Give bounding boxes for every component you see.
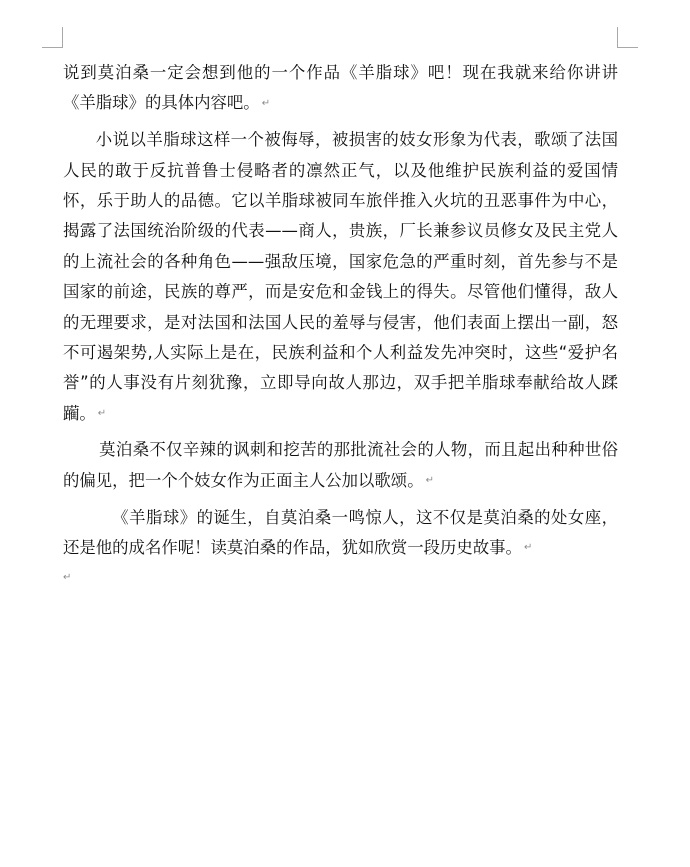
paragraph-4 <box>63 503 618 564</box>
top-left-margin-guide <box>42 27 63 48</box>
paragraph-4-text: 《羊脂球》的诞生，自莫泊桑一鸣惊人，这不仅是莫泊桑的处女座，还是他的成名作呢！读莫泊桑的作品，犹如欣赏一段历史故事。 <box>63 507 618 557</box>
paragraph-3-text: 莫泊桑不仅辛辣的讽刺和挖苦的那批流社会的人物，而且起出种种世俗的偏见，把一个个妓女作为正面主人公加以歌颂。 <box>63 440 618 490</box>
paragraph-mark-icon: ↵ <box>97 408 107 420</box>
paragraph-mark-icon: ↵ <box>425 475 434 487</box>
paragraph-mark-icon: ↵ <box>523 542 533 554</box>
document-body[interactable] <box>63 58 618 590</box>
paragraph-1-text: 说到莫泊桑一定会想到他的一个作品《羊脂球》吧！现在我就来给你讲讲《羊脂球》的具体内容吧。 <box>63 63 618 113</box>
paragraph-2 <box>63 125 618 429</box>
paragraph-2-text: 小说以羊脂球这样一个被侮辱，被损害的妓女形象为代表，歌颂了法国人民的敢于反抗普鲁士侵略者的凛然正气，以及他维护民族利益的爱国情怀，乐于助人的品德。它以羊脂球被同车旅伴推入火坑的丑恶事件为中心，揭露了法国统治阶级的代表——商人，贵族，厂长兼参议员修女及民主党人的上流社会的各种角色——强敌压境，国家危急的严重时刻，首先参与不是国家的前途，民族的尊严，而是安危和金钱上的得失。尽管他们懂得，敌人的无理要求，是对法国和法国人民的羞辱与侵害，他们表面上摆出一副，怒不可遏架势,人实际上是在，民族利益和个人利益发先冲突时，这些“爱护名誉”的人事没有片刻犹豫，立即导向故人那边，双手把羊脂球奉献给故人蹂躏。 <box>63 130 618 423</box>
paragraph-mark-icon: ↵ <box>261 97 271 109</box>
paragraph-1 <box>63 58 618 119</box>
empty-paragraph <box>63 566 618 590</box>
paragraph-3 <box>63 435 618 496</box>
paragraph-mark-icon: ↵ <box>63 571 72 583</box>
top-right-margin-guide <box>617 27 638 48</box>
